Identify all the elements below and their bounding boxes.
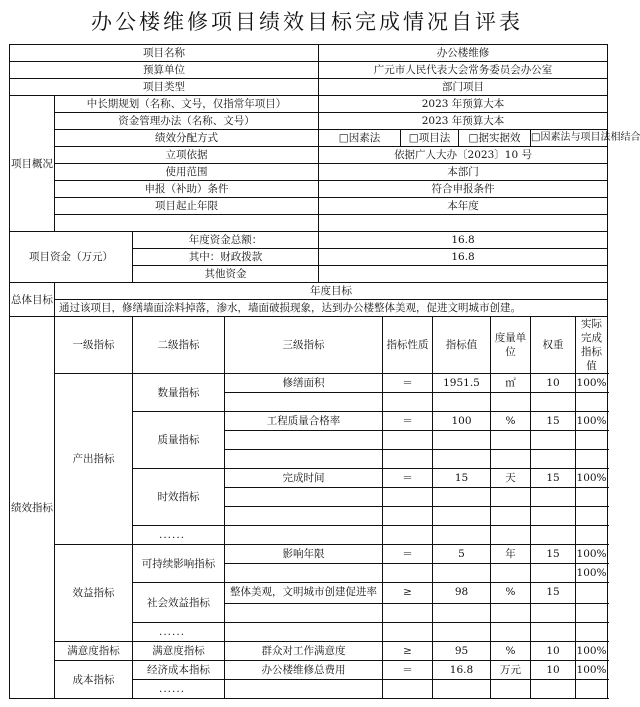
row-budget-unit <box>10 62 608 79</box>
basis-label: 立项依据 <box>55 147 319 164</box>
benefit-indicator-label: 效益指标 <box>55 545 133 642</box>
time-item-name: 完成时间 <box>225 469 383 488</box>
row-blank-overview <box>10 215 608 232</box>
sustain-item-name: 影响年限 <box>225 545 383 564</box>
fund-method-value: 2023 年预算大本 <box>319 113 608 130</box>
sustain-item-weight: 15 <box>531 545 576 564</box>
row-alloc <box>10 130 608 147</box>
project-type-label: 项目类型 <box>10 79 319 96</box>
row-project-type <box>10 79 608 96</box>
funding-section-label: 项目资金（万元） <box>10 232 133 283</box>
header-level3: 三级指标 <box>225 317 383 374</box>
row-sustain-1 <box>10 545 608 564</box>
apply-value: 符合申报条件 <box>319 181 608 198</box>
row-fund-total <box>10 232 608 249</box>
fund-other-label: 其他资金 <box>133 266 319 283</box>
goal-section-label: 总体目标 <box>10 283 55 317</box>
alloc-option-combined: □因素法与项目法相结合 <box>531 130 608 147</box>
quantity-item-unit: ㎡ <box>491 374 531 393</box>
sustain-item-actual-2: 100% <box>576 564 608 583</box>
sustain-item-nature: ＝ <box>383 545 433 564</box>
time-indicator-label: 时效指标 <box>133 469 225 526</box>
social-item-name: 整体美观，文明城市创建促进率 <box>225 583 383 604</box>
satisfaction-item-actual: 100% <box>576 642 608 661</box>
fund-method-label: 资金管理办法（名称、文号） <box>55 113 319 130</box>
satisfaction-item-unit: % <box>491 642 531 661</box>
fund-fiscal-value: 16.8 <box>319 249 608 266</box>
social-item-unit: % <box>491 583 531 604</box>
fund-total-label: 年度资金总额： <box>133 232 319 249</box>
fund-fiscal-label: 其中：财政拨款 <box>133 249 319 266</box>
econ-item-unit: 万元 <box>491 661 531 680</box>
row-satisfaction <box>10 642 608 661</box>
social-item-value: 98 <box>433 583 491 604</box>
satisfaction-item-weight: 10 <box>531 642 576 661</box>
row-scope <box>10 164 608 181</box>
alloc-option-actual: □据实据效 <box>459 130 531 147</box>
row-indicator-header <box>10 317 608 374</box>
sustain-item-unit: 年 <box>491 545 531 564</box>
header-actual: 实际完成指标值 <box>576 317 608 374</box>
project-type-value: 部门项目 <box>319 79 608 96</box>
econ-item-nature: ＝ <box>383 661 433 680</box>
quality-item-value: 100 <box>433 412 491 431</box>
quality-item-weight: 15 <box>531 412 576 431</box>
scope-value: 本部门 <box>319 164 608 181</box>
quality-item-name: 工程质量合格率 <box>225 412 383 431</box>
period-value: 本年度 <box>319 198 608 215</box>
cost-indicator-label: 成本指标 <box>55 661 133 699</box>
plan-value: 2023 年预算大本 <box>319 96 608 113</box>
satisfaction-indicator-label: 满意度指标 <box>55 642 133 661</box>
time-item-actual: 100% <box>576 469 608 488</box>
goal-header: 年度目标 <box>55 283 608 300</box>
alloc-option-factor: □因素法 <box>319 130 401 147</box>
quantity-indicator-label: 数量指标 <box>133 374 225 412</box>
econ-item-actual: 100% <box>576 661 608 680</box>
evaluation-table <box>9 44 640 699</box>
row-quantity-1 <box>10 374 608 393</box>
header-level1: 一级指标 <box>55 317 133 374</box>
project-name-value: 办公楼维修 <box>319 45 608 62</box>
econ-item-value: 16.8 <box>433 661 491 680</box>
header-weight: 权重 <box>531 317 576 374</box>
row-fund-method <box>10 113 608 130</box>
alloc-label: 绩效分配方式 <box>55 130 319 147</box>
quantity-item-nature: ＝ <box>383 374 433 393</box>
row-goal-text <box>10 300 608 317</box>
basis-value: 依据广人大办〔2023〕10 号 <box>319 147 608 164</box>
fund-total-value: 16.8 <box>319 232 608 249</box>
sustain-item-value: 5 <box>433 545 491 564</box>
apply-label: 申报（补助）条件 <box>55 181 319 198</box>
budget-unit-label: 预算单位 <box>10 62 319 79</box>
social-item-actual <box>576 583 608 604</box>
header-nature: 指标性质 <box>383 317 433 374</box>
econ-item-name: 办公楼维修总费用 <box>225 661 383 680</box>
quality-item-actual: 100% <box>576 412 608 431</box>
quality-indicator-label: 质量指标 <box>133 412 225 469</box>
row-basis <box>10 147 608 164</box>
header-level2: 二级指标 <box>133 317 225 374</box>
row-goal-header <box>10 283 608 300</box>
period-label: 项目起止年限 <box>55 198 319 215</box>
overview-section-label: 项目概况 <box>10 96 55 232</box>
quantity-item-name: 修缮面积 <box>225 374 383 393</box>
econ-item-weight: 10 <box>531 661 576 680</box>
social-indicator-label: 社会效益指标 <box>133 583 225 623</box>
quality-item-nature: ＝ <box>383 412 433 431</box>
indicator-section-label: 绩效指标 <box>10 317 55 699</box>
time-item-value: 15 <box>433 469 491 488</box>
alloc-option-project: □项目法 <box>401 130 459 147</box>
sustain-indicator-label: 可持续影响指标 <box>133 545 225 583</box>
fund-other-value <box>319 266 608 283</box>
satisfaction-sub-label: 满意度指标 <box>133 642 225 661</box>
quantity-item-actual: 100% <box>576 374 608 393</box>
sustain-item-actual: 100% <box>576 545 608 564</box>
econ-cost-indicator-label: 经济成本指标 <box>133 661 225 680</box>
quality-item-unit: % <box>491 412 531 431</box>
quantity-item-weight: 10 <box>531 374 576 393</box>
evaluation-table-wrapper <box>9 44 640 699</box>
row-cost-1 <box>10 661 608 680</box>
time-item-nature: ＝ <box>383 469 433 488</box>
scope-label: 使用范围 <box>55 164 319 181</box>
satisfaction-item-nature: ≥ <box>383 642 433 661</box>
budget-unit-value: 广元市人民代表大会常务委员会办公室 <box>319 62 608 79</box>
quantity-item-value: 1951.5 <box>433 374 491 393</box>
output-ellipsis: ...... <box>133 526 225 545</box>
page-title: 办公楼维修项目绩效目标完成情况自评表 <box>91 10 523 34</box>
benefit-ellipsis: ...... <box>133 623 225 642</box>
satisfaction-item-value: 95 <box>433 642 491 661</box>
project-name-label: 项目名称 <box>10 45 319 62</box>
social-item-weight: 15 <box>531 583 576 604</box>
time-item-weight: 15 <box>531 469 576 488</box>
row-plan <box>10 96 608 113</box>
social-item-nature: ≥ <box>383 583 433 604</box>
satisfaction-item-name: 群众对工作满意度 <box>225 642 383 661</box>
goal-text: 通过该项目，修缮墙面涂料掉落，渗水，墙面破损现象，达到办公楼整体美观，促进文明城市创建。 <box>55 300 608 317</box>
row-project-name <box>10 45 608 62</box>
time-item-unit: 天 <box>491 469 531 488</box>
plan-label: 中长期规划（名称、文号，仅指常年项目） <box>55 96 319 113</box>
row-period <box>10 198 608 215</box>
output-indicator-label: 产出指标 <box>55 374 133 545</box>
header-value: 指标值 <box>433 317 491 374</box>
cost-ellipsis: ...... <box>133 680 225 699</box>
row-apply <box>10 181 608 198</box>
header-unit: 度量单位 <box>491 317 531 374</box>
